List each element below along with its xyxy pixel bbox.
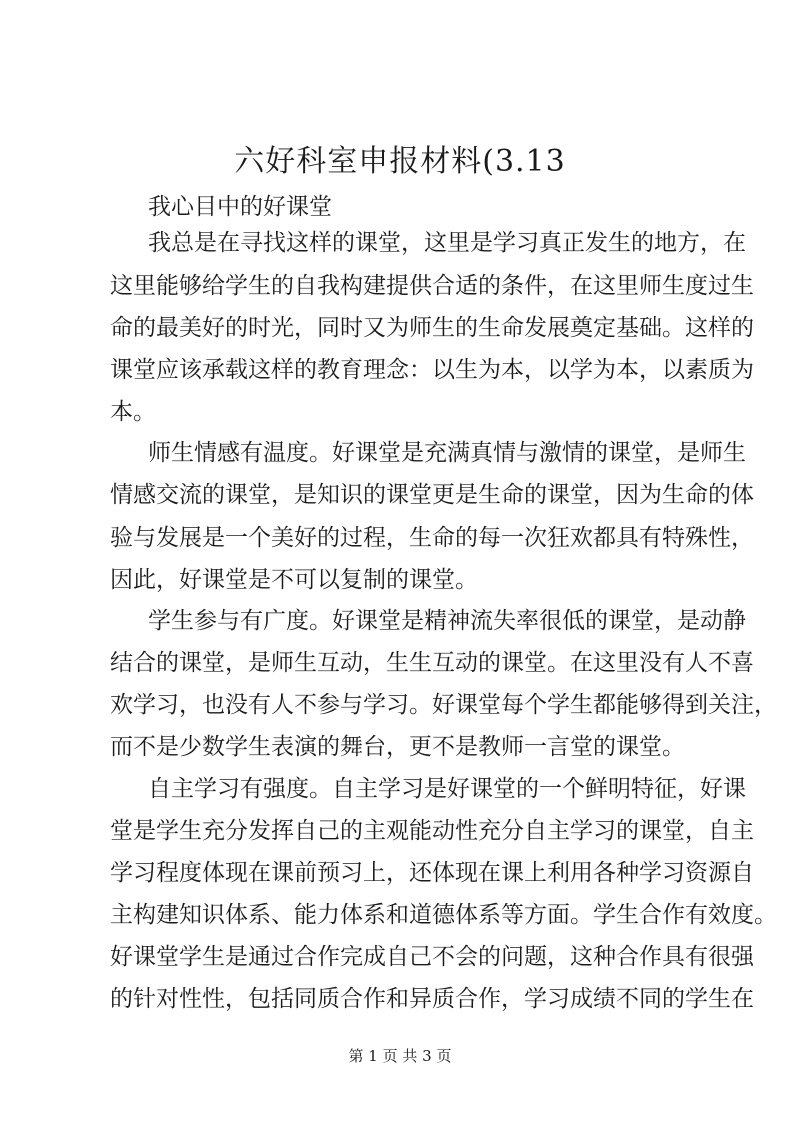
body-line: 堂是学生充分发挥自己的主观能动性充分自主学习的课堂，自主 <box>110 818 754 844</box>
body-line: 我总是在寻找这样的课堂，这里是学习真正发生的地方，在 <box>148 230 746 256</box>
body-line: 学生参与有广度。好课堂是精神流失率很低的课堂，是动静 <box>148 608 746 634</box>
body-line: 本。 <box>110 399 156 425</box>
body-line: 师生情感有温度。好课堂是充满真情与激情的课堂，是师生 <box>148 440 746 466</box>
body-line: 而不是少数学生表演的舞台，更不是教师一言堂的课堂。 <box>110 734 685 760</box>
body-line: 这里能够给学生的自我构建提供合适的条件，在这里师生度过生 <box>110 273 754 299</box>
page-number-footer: 第 1 页 共 3 页 <box>348 1047 452 1065</box>
body-line: 学习程度体现在课前预习上，还体现在课上利用各种学习资源自 <box>110 860 754 886</box>
document-title: 六好科室申报材料(3.13 <box>234 144 566 179</box>
body-line: 结合的课堂，是师生互动，生生互动的课堂。在这里没有人不喜 <box>110 650 754 676</box>
body-line: 的针对性性，包括同质合作和异质合作，学习成绩不同的学生在 <box>110 986 754 1012</box>
body-line: 课堂应该承载这样的教育理念：以生为本，以学为本，以素质为 <box>110 357 754 383</box>
body-line: 情感交流的课堂，是知识的课堂更是生命的课堂，因为生命的体 <box>110 482 754 508</box>
body-line: 自主学习有强度。自主学习是好课堂的一个鲜明特征，好课 <box>148 776 746 802</box>
body-line: 好课堂学生是通过合作完成自己不会的问题，这种合作具有很强 <box>110 944 754 970</box>
body-line: 验与发展是一个美好的过程，生命的每一次狂欢都具有特殊性， <box>110 525 754 551</box>
body-line: 因此，好课堂是不可以复制的课堂。 <box>110 567 478 593</box>
subtitle-line: 我心目中的好课堂 <box>148 194 332 220</box>
body-line: 主构建知识体系、能力体系和道德体系等方面。学生合作有效度。 <box>110 902 777 928</box>
body-line: 欢学习，也没有人不参与学习。好课堂每个学生都能够得到关注， <box>110 692 777 718</box>
body-line: 命的最美好的时光，同时又为师生的生命发展奠定基础。这样的 <box>110 315 754 341</box>
